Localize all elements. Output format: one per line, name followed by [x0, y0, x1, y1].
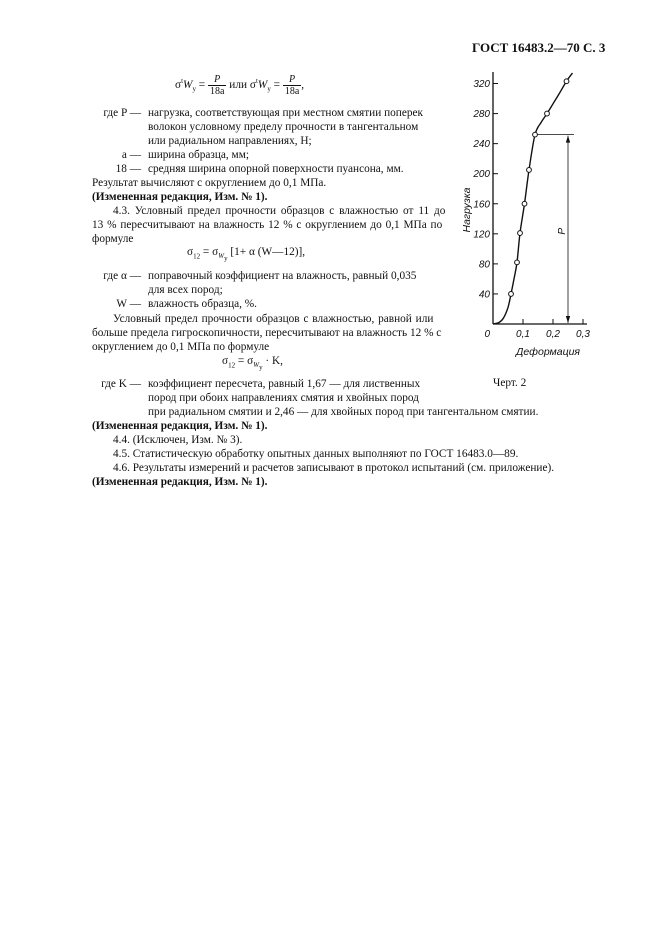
data-point [518, 231, 523, 236]
def-term: W — [116, 298, 141, 310]
data-point [527, 168, 532, 173]
paragraph-line: округлением до 0,1 МПа по формуле [92, 341, 270, 353]
y-tick-label: 160 [473, 199, 490, 211]
def-term: где α — [103, 270, 141, 282]
x-tick-label: 0 [484, 329, 490, 340]
def-text: поправочный коэффициент на влажность, равный 0,035 [148, 270, 417, 282]
y-tick-label: 200 [473, 169, 490, 181]
paragraph-line: при радиальном смятии и 2,46 — для хвойных пород при тангентальном смятии. [148, 406, 539, 418]
page-header: ГОСТ 16483.2—70 С. 3 [472, 40, 606, 55]
def-text: волокон условному пределу прочности в тангентальном [148, 121, 419, 133]
y-tick-label: 120 [473, 229, 490, 241]
revision-note: (Измененная редакция, Изм. № 1). [92, 420, 268, 432]
data-point [522, 201, 527, 206]
data-point [564, 79, 569, 84]
x-tick-label: 0,1 [516, 329, 530, 340]
formula-3: $\sigma_{12} = \sigma_{W_у} \cdot K$, [222, 355, 283, 372]
x-axis-label: Деформация [515, 346, 581, 358]
data-point [515, 260, 520, 265]
def-text: коэффициент пересчета, равный 1,67 — для лиственных [148, 378, 421, 390]
def-text: средняя ширина опорной поверхности пуансона, мм. [148, 163, 404, 175]
data-point [509, 292, 514, 297]
paragraph-line: 13 % пересчитывают на влажность 12 % с округлением до 0,1 МПа по [92, 219, 443, 231]
paragraph-line: Результат вычисляют с округлением до 0,1 МПа. [92, 177, 327, 189]
def-term: где P — [103, 107, 141, 119]
p-arrow-top [566, 136, 570, 143]
def-term: 18 — [115, 163, 141, 175]
load-deformation-chart [455, 62, 615, 382]
def-text: или радиальном направлениях, Н; [148, 135, 312, 147]
formula-1: $\sigma^tW_у$ = $\frac{P}{18a}$ или $\sigma^tW_у$ = $\frac{P}{18a}$ , [175, 73, 305, 97]
y-tick-label: 40 [478, 289, 490, 301]
paragraph-line: 4.5. Статистическую обработку опытных данных выполняют по ГОСТ 16483.0—89. [113, 448, 519, 460]
data-point [545, 111, 550, 116]
paragraph-line: 4.3. Условный предел прочности образцов с влажностью от 11 до [113, 205, 446, 217]
x-tick-label: 0,3 [576, 329, 590, 340]
y-axis-label: Нагрузка [461, 187, 473, 233]
def-text: нагрузка, соответствующая при местном смятии поперек [148, 107, 423, 119]
def-term: где K — [101, 378, 141, 390]
def-text: для всех пород; [148, 284, 223, 296]
def-text: влажность образца, %. [148, 298, 258, 310]
p-label: P [556, 227, 568, 235]
y-tick-label: 280 [473, 109, 490, 121]
formula-2: $\sigma_{12} = \sigma_{W_у}$ [1+ α (W—12)], [187, 246, 306, 263]
y-tick-label: 320 [473, 79, 490, 91]
revision-note: (Измененная редакция, Изм. № 1). [92, 476, 268, 488]
def-term: a — [121, 149, 141, 161]
paragraph-line: 4.6. Результаты измерений и расчетов записывают в протокол испытаний (см. приложение). [113, 462, 555, 474]
y-tick-label: 80 [478, 259, 490, 271]
paragraph-line: 4.4. (Исключен, Изм. № 3). [113, 434, 243, 446]
figure-caption: Черт. 2 [493, 377, 527, 389]
def-text: пород при обоих направлениях смятия и хвойных пород [148, 392, 419, 404]
y-tick-label: 240 [473, 139, 490, 151]
data-point [533, 132, 538, 137]
def-text: ширина образца, мм; [148, 149, 249, 161]
paragraph-line: формуле [92, 233, 134, 245]
paragraph-line: больше предела гигроскопичности, пересчитывают на влажность 12 % с [92, 327, 442, 339]
p-arrow-bottom [566, 316, 570, 323]
revision-note: (Измененная редакция, Изм. № 1). [92, 191, 268, 203]
load-curve [493, 73, 573, 324]
paragraph-line: Условный предел прочности образцов с влажностью, равной или [113, 313, 434, 325]
x-tick-label: 0,2 [546, 329, 560, 340]
